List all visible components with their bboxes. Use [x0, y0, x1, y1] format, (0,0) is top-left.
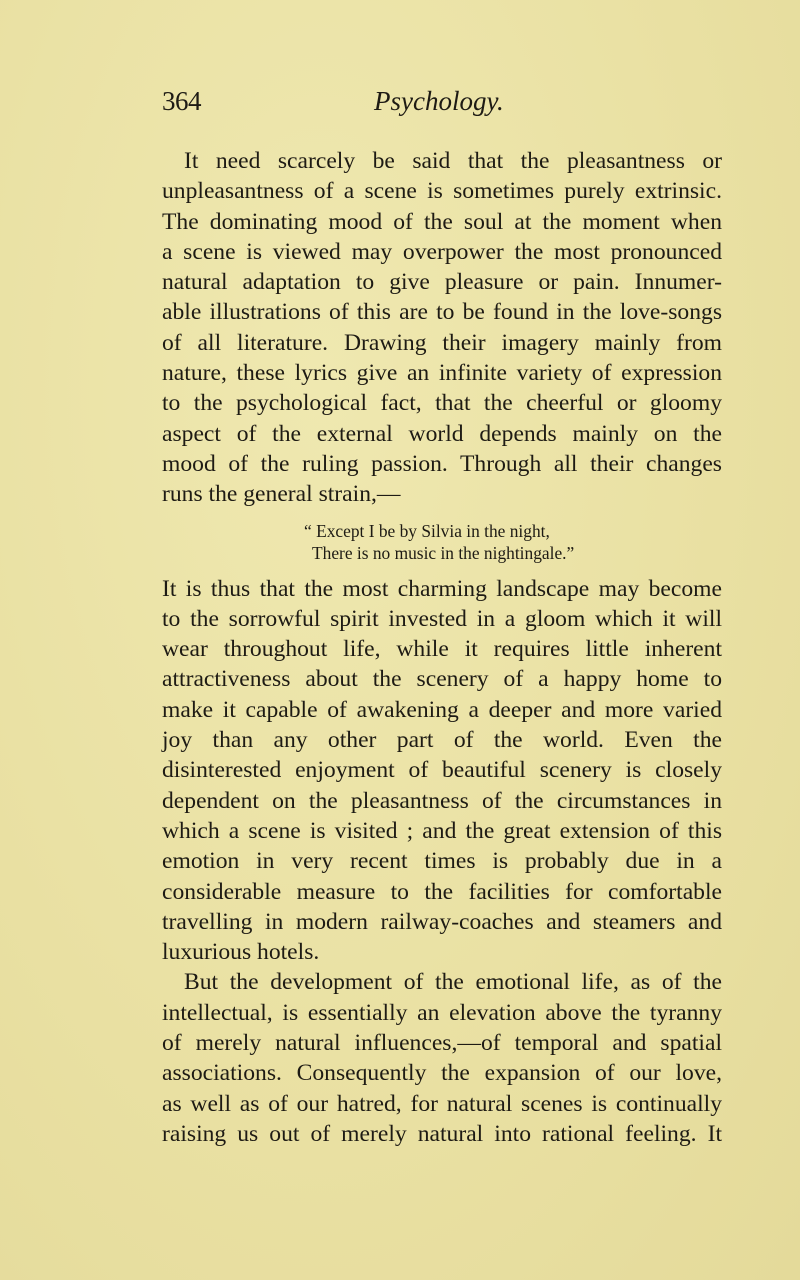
- text-line: to the sorrowful spirit invested in a gloom which it will: [162, 605, 722, 632]
- text-line: The dominating mood of the soul at the moment when: [162, 208, 722, 235]
- verse-quotation: [162, 520, 722, 564]
- page-number: 364: [162, 86, 201, 116]
- text-line: raising us out of merely natural into rational feeling. It: [162, 1120, 722, 1147]
- text-line: natural adaptation to give pleasure or pain. Innumer-: [162, 269, 722, 296]
- paragraph-2: [162, 574, 722, 968]
- text-line: It need scarcely be said that the pleasantness or: [184, 148, 722, 174]
- text-line: nature, these lyrics give an infinite variety of expression: [162, 360, 722, 387]
- text-line: mood of the ruling passion. Through all their changes: [162, 450, 722, 477]
- text-line: aspect of the external world depends mainly on the: [162, 420, 722, 447]
- text-line: emotion in very recent times is probably due in a: [162, 848, 722, 875]
- text-line: considerable measure to the facilities for comfortable: [162, 878, 722, 905]
- text-line: intellectual, is essentially an elevation above the tyranny: [162, 999, 722, 1026]
- text-line: of merely natural influences,—of temporal and spatial: [162, 1030, 722, 1057]
- text-line: runs the general strain,—: [162, 481, 401, 508]
- text-line: disinterested enjoyment of beautiful scenery is closely: [162, 757, 722, 784]
- running-head: [162, 86, 722, 126]
- text-line: unpleasantness of a scene is sometimes purely extrinsic.: [162, 178, 722, 205]
- text-line: luxurious hotels.: [162, 939, 320, 966]
- text-line: attractiveness about the scenery of a happy home to: [162, 666, 722, 693]
- text-line: which a scene is visited ; and the great extension of this: [162, 817, 722, 844]
- paragraph-3: [162, 967, 722, 1149]
- text-line: of all literature. Drawing their imagery mainly from: [162, 329, 722, 356]
- text-line: associations. Consequently the expansion of our love,: [162, 1060, 722, 1087]
- text-line: able illustrations of this are to be found in the love-songs: [162, 299, 722, 326]
- text-line: to the psychological fact, that the cheerful or gloomy: [162, 390, 722, 417]
- text-line: as well as of our hatred, for natural scenes is continually: [162, 1090, 722, 1117]
- text-line: It is thus that the most charming landscape may become: [162, 575, 722, 602]
- text-line: joy than any other part of the world. Even the: [162, 727, 722, 754]
- body-text: [162, 146, 722, 1149]
- paragraph-1: [162, 146, 722, 510]
- text-line: But the development of the emotional life, as of the: [184, 969, 722, 996]
- text-line: dependent on the pleasantness of the circumstances in: [162, 787, 722, 814]
- quote-line: There is no music in the nightingale.”: [312, 542, 575, 563]
- running-title: Psychology.: [374, 86, 504, 116]
- quote-line: “ Except I be by Silvia in the night,: [304, 520, 550, 541]
- text-line: make it capable of awakening a deeper and more varied: [162, 696, 722, 723]
- text-line: a scene is viewed may overpower the most pronounced: [162, 238, 722, 265]
- text-line: travelling in modern railway-coaches and steamers and: [162, 908, 722, 935]
- text-line: wear throughout life, while it requires little inherent: [162, 636, 722, 663]
